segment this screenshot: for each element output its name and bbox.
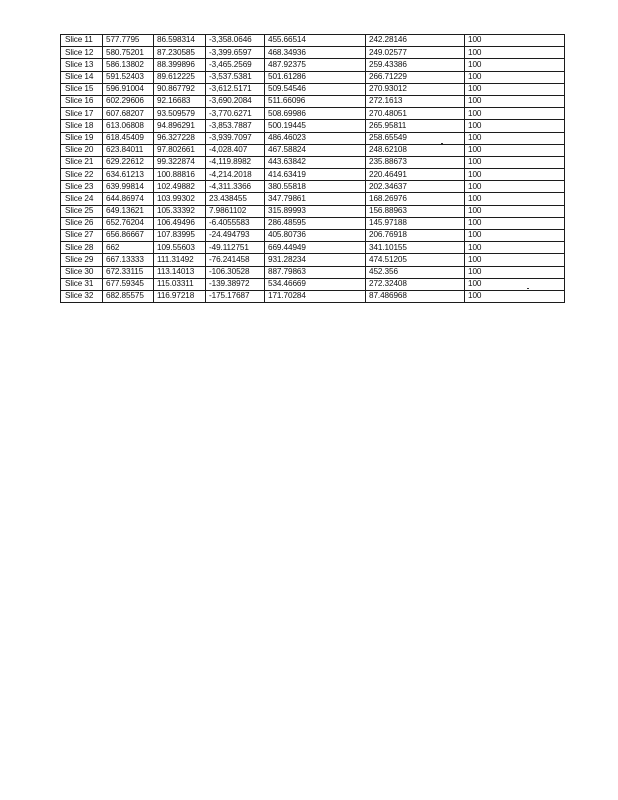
table-row (61, 230, 565, 242)
slice-label-cell: Slice 24 (61, 193, 103, 205)
table-row (61, 59, 565, 71)
table-cell: 23.438455 (206, 193, 265, 205)
table-cell: 607.68207 (103, 108, 154, 120)
table-cell: 100 (465, 205, 565, 217)
table-cell: 591.52403 (103, 71, 154, 83)
table-cell: 455.66514 (265, 35, 366, 47)
table-cell: 168.26976 (366, 193, 465, 205)
table-cell: 511.66096 (265, 95, 366, 107)
table-cell: -3,853.7887 (206, 120, 265, 132)
table-cell: 405.80736 (265, 230, 366, 242)
slice-label-cell: Slice 20 (61, 144, 103, 156)
table-cell: 107.83995 (154, 230, 206, 242)
table-cell: 156.88963 (366, 205, 465, 217)
table-row (61, 47, 565, 59)
table-cell: 602.29606 (103, 95, 154, 107)
table-cell: -4,119.8982 (206, 156, 265, 168)
table-body (61, 35, 565, 303)
table-cell: -3,537.5381 (206, 71, 265, 83)
table-cell: 580.75201 (103, 47, 154, 59)
table-cell: 639.99814 (103, 181, 154, 193)
table-cell: 259.43386 (366, 59, 465, 71)
slice-data-table (60, 34, 565, 303)
table-cell: 220.46491 (366, 169, 465, 181)
table-cell: 634.61213 (103, 169, 154, 181)
table-cell: 100 (465, 156, 565, 168)
slice-label-cell: Slice 29 (61, 254, 103, 266)
slice-label-cell: Slice 30 (61, 266, 103, 278)
table-cell: 258.65549 (366, 132, 465, 144)
table-cell: 242.28146 (366, 35, 465, 47)
table-cell: 89.612225 (154, 71, 206, 83)
table-cell: 106.49496 (154, 217, 206, 229)
table-cell: 100 (465, 35, 565, 47)
table-cell: 100 (465, 278, 565, 290)
table-cell: 596.91004 (103, 83, 154, 95)
table-cell: 202.34637 (366, 181, 465, 193)
slice-label-cell: Slice 23 (61, 181, 103, 193)
slice-label-cell: Slice 12 (61, 47, 103, 59)
table-cell: 88.399896 (154, 59, 206, 71)
slice-label-cell: Slice 16 (61, 95, 103, 107)
slice-label-cell: Slice 18 (61, 120, 103, 132)
table-cell: -175.17687 (206, 290, 265, 302)
table-cell: 618.45409 (103, 132, 154, 144)
table-row (61, 181, 565, 193)
table-cell: -6.4055583 (206, 217, 265, 229)
table-cell: 644.86974 (103, 193, 154, 205)
table-cell: 100 (465, 59, 565, 71)
table-cell: 102.49882 (154, 181, 206, 193)
table-cell: 468.34936 (265, 47, 366, 59)
table-cell: -106.30528 (206, 266, 265, 278)
table-cell: 100 (465, 120, 565, 132)
scan-speck (441, 143, 443, 144)
table-cell: 669.44949 (265, 242, 366, 254)
table-cell: -24.494793 (206, 230, 265, 242)
table-cell: 7.9861102 (206, 205, 265, 217)
slice-label-cell: Slice 26 (61, 217, 103, 229)
table-cell: 474.51205 (366, 254, 465, 266)
table-row (61, 83, 565, 95)
table-row (61, 35, 565, 47)
table-cell: 656.86667 (103, 230, 154, 242)
table-cell: -49.112751 (206, 242, 265, 254)
table-cell: 115.03311 (154, 278, 206, 290)
table-cell: -76.241458 (206, 254, 265, 266)
table-cell: 265.95811 (366, 120, 465, 132)
table-cell: 501.61286 (265, 71, 366, 83)
table-row (61, 266, 565, 278)
table-cell: 116.97218 (154, 290, 206, 302)
table-cell: 248.62108 (366, 144, 465, 156)
table-cell: 443.63842 (265, 156, 366, 168)
table-cell: -3,612.5171 (206, 83, 265, 95)
table-cell: -4,311.3366 (206, 181, 265, 193)
table-cell: 93.509579 (154, 108, 206, 120)
table-cell: 629.22612 (103, 156, 154, 168)
slice-label-cell: Slice 11 (61, 35, 103, 47)
table-cell: -3,399.6597 (206, 47, 265, 59)
table-cell: 100 (465, 132, 565, 144)
slice-label-cell: Slice 27 (61, 230, 103, 242)
table-row (61, 254, 565, 266)
table-cell: 249.02577 (366, 47, 465, 59)
table-cell: 272.32408 (366, 278, 465, 290)
slice-label-cell: Slice 32 (61, 290, 103, 302)
table-cell: 272.1613 (366, 95, 465, 107)
table-row (61, 71, 565, 83)
table-cell: 100 (465, 217, 565, 229)
table-row (61, 217, 565, 229)
table-row (61, 120, 565, 132)
table-cell: 100 (465, 254, 565, 266)
table-cell: 270.48051 (366, 108, 465, 120)
table-cell: 100 (465, 193, 565, 205)
table-cell: 94.896291 (154, 120, 206, 132)
slice-label-cell: Slice 25 (61, 205, 103, 217)
table-row (61, 242, 565, 254)
table-cell: 672.33115 (103, 266, 154, 278)
table-cell: 682.85575 (103, 290, 154, 302)
table-cell: 87.230585 (154, 47, 206, 59)
table-cell: 111.31492 (154, 254, 206, 266)
table-cell: 467.58824 (265, 144, 366, 156)
table-cell: 100 (465, 71, 565, 83)
table-row (61, 169, 565, 181)
table-cell: 486.46023 (265, 132, 366, 144)
table-cell: 613.06808 (103, 120, 154, 132)
table-cell: 623.84011 (103, 144, 154, 156)
table-row (61, 205, 565, 217)
table-cell: 100 (465, 108, 565, 120)
table-cell: 649.13621 (103, 205, 154, 217)
slice-label-cell: Slice 28 (61, 242, 103, 254)
table-cell: 577.7795 (103, 35, 154, 47)
table-cell: 145.97188 (366, 217, 465, 229)
table-cell: 266.71229 (366, 71, 465, 83)
table-cell: 677.59345 (103, 278, 154, 290)
slice-label-cell: Slice 14 (61, 71, 103, 83)
table-cell: 100 (465, 83, 565, 95)
slice-label-cell: Slice 31 (61, 278, 103, 290)
table-cell: 100 (465, 47, 565, 59)
table-cell: 103.99302 (154, 193, 206, 205)
slice-label-cell: Slice 17 (61, 108, 103, 120)
table-cell: 100 (465, 181, 565, 193)
table-cell: 86.598314 (154, 35, 206, 47)
data-table-container (60, 34, 564, 303)
table-cell: 92.16683 (154, 95, 206, 107)
table-cell: -139.38972 (206, 278, 265, 290)
slice-label-cell: Slice 19 (61, 132, 103, 144)
table-cell: 113.14013 (154, 266, 206, 278)
table-cell: 270.93012 (366, 83, 465, 95)
table-cell: -3,358.0646 (206, 35, 265, 47)
table-cell: 487.92375 (265, 59, 366, 71)
table-cell: 315.89993 (265, 205, 366, 217)
table-cell: 100 (465, 230, 565, 242)
table-cell: 100.88816 (154, 169, 206, 181)
table-row (61, 278, 565, 290)
table-row (61, 290, 565, 302)
table-cell: 206.76918 (366, 230, 465, 242)
table-cell: 235.88673 (366, 156, 465, 168)
table-cell: 500.19445 (265, 120, 366, 132)
table-cell: 452.356 (366, 266, 465, 278)
table-cell: 97.802661 (154, 144, 206, 156)
table-cell: 586.13802 (103, 59, 154, 71)
table-cell: -3,770.6271 (206, 108, 265, 120)
table-cell: 100 (465, 290, 565, 302)
table-cell: 341.10155 (366, 242, 465, 254)
table-cell: 109.55603 (154, 242, 206, 254)
table-cell: 534.46669 (265, 278, 366, 290)
table-cell: 347.79861 (265, 193, 366, 205)
table-cell: 414.63419 (265, 169, 366, 181)
table-cell: -3,690.2084 (206, 95, 265, 107)
table-cell: 100 (465, 95, 565, 107)
table-cell: 509.54546 (265, 83, 366, 95)
slice-label-cell: Slice 21 (61, 156, 103, 168)
table-cell: 931.28234 (265, 254, 366, 266)
table-cell: 100 (465, 169, 565, 181)
table-cell: -4,214.2018 (206, 169, 265, 181)
table-cell: 100 (465, 242, 565, 254)
table-cell: 887.79863 (265, 266, 366, 278)
table-cell: -4,028.407 (206, 144, 265, 156)
table-cell: 652.76204 (103, 217, 154, 229)
table-cell: -3,939.7097 (206, 132, 265, 144)
table-cell: 100 (465, 144, 565, 156)
table-cell: 96.327228 (154, 132, 206, 144)
table-cell: 87.486968 (366, 290, 465, 302)
table-cell: 100 (465, 266, 565, 278)
table-cell: 99.322874 (154, 156, 206, 168)
table-row (61, 156, 565, 168)
slice-label-cell: Slice 13 (61, 59, 103, 71)
table-cell: 171.70284 (265, 290, 366, 302)
table-row (61, 108, 565, 120)
table-row (61, 193, 565, 205)
slice-label-cell: Slice 22 (61, 169, 103, 181)
table-cell: -3,465.2569 (206, 59, 265, 71)
table-cell: 667.13333 (103, 254, 154, 266)
table-cell: 380.55818 (265, 181, 366, 193)
table-row (61, 132, 565, 144)
table-cell: 105.33392 (154, 205, 206, 217)
table-cell: 90.867792 (154, 83, 206, 95)
slice-label-cell: Slice 15 (61, 83, 103, 95)
table-cell: 508.69986 (265, 108, 366, 120)
table-row (61, 95, 565, 107)
table-cell: 662 (103, 242, 154, 254)
table-cell: 286.48595 (265, 217, 366, 229)
table-row (61, 144, 565, 156)
scan-speck (527, 288, 529, 289)
